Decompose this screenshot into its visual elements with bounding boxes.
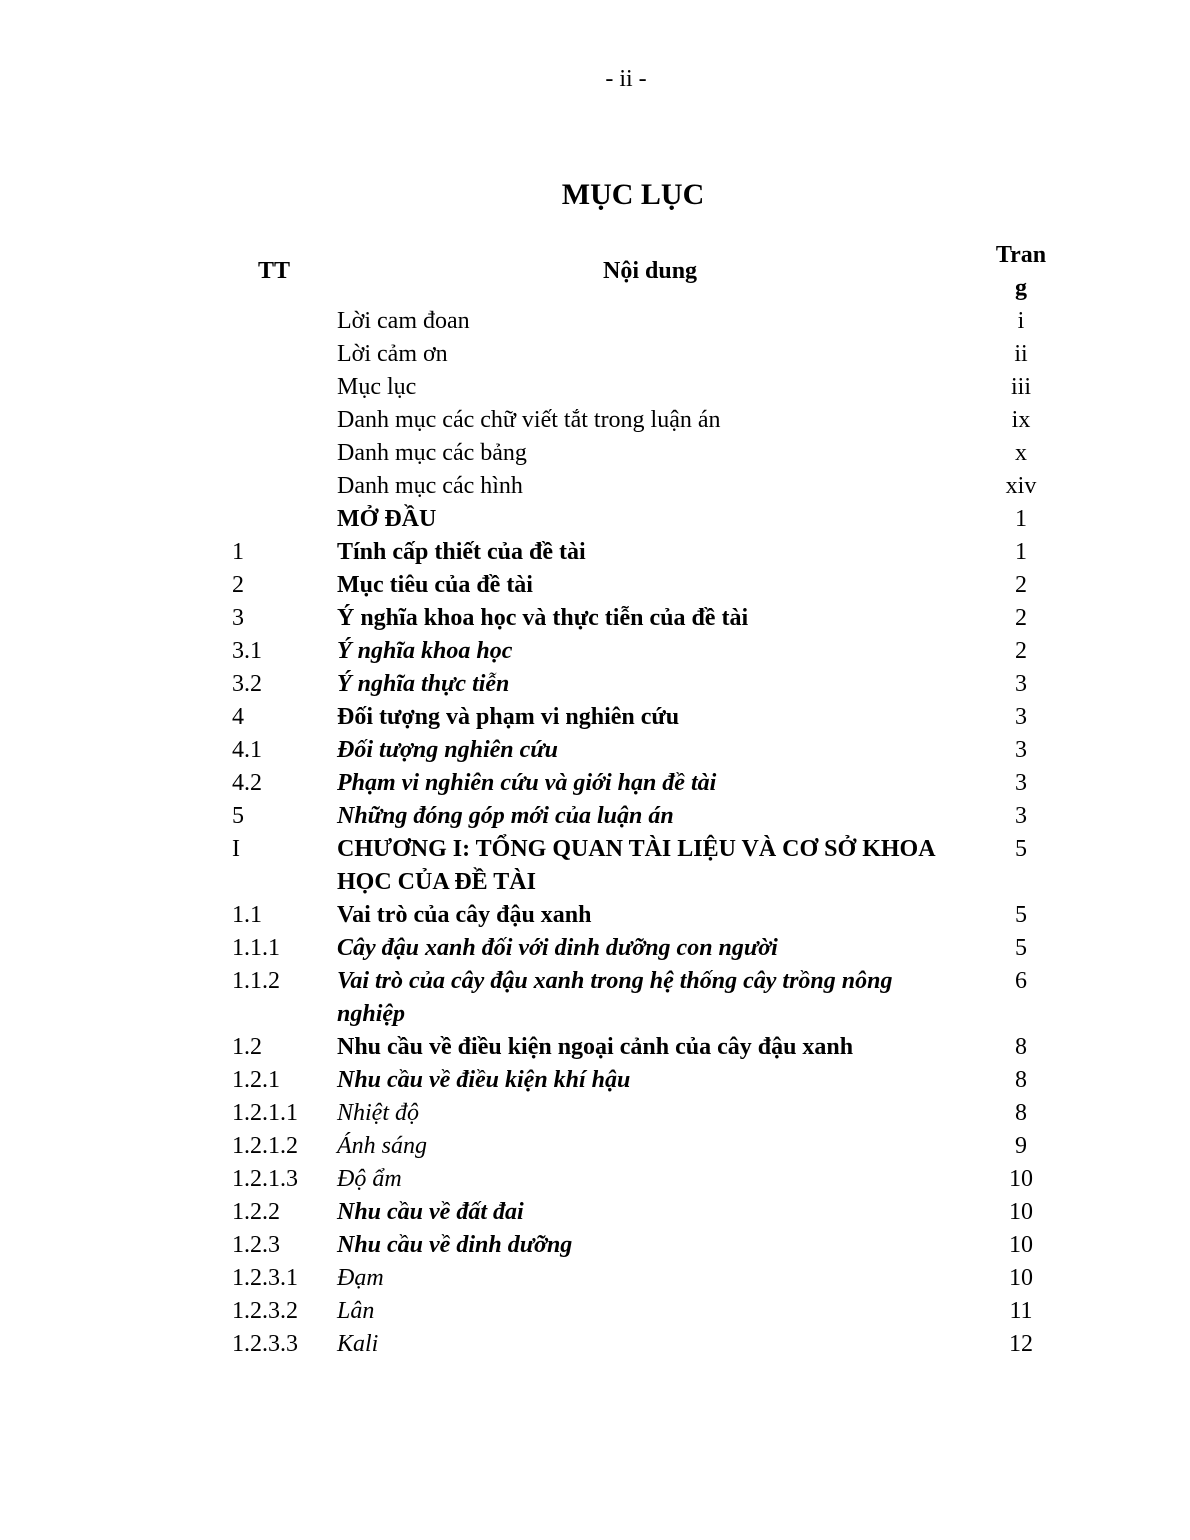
toc-entry-page: 1 (1015, 539, 1027, 565)
toc-entry-page: ix (1011, 407, 1031, 433)
toc-entry-page: 8 (1015, 1067, 1027, 1093)
toc-entry (0, 1031, 1190, 1064)
toc-entry-title: Ánh sáng (337, 1133, 427, 1159)
toc-entry (0, 932, 1190, 965)
toc-entry (0, 767, 1190, 800)
header-tt: TT (258, 258, 291, 284)
toc-entry-title: Nhiệt độ (337, 1100, 419, 1126)
toc-entry-title: Ý nghĩa thực tiễn (337, 671, 510, 697)
toc-entry-number: 1.2.1 (232, 1067, 280, 1093)
toc-entry-number: 1.2.1.3 (232, 1166, 298, 1192)
toc-entry-number: 4.1 (232, 737, 262, 763)
toc-entry-number: 1.2.3.1 (232, 1265, 298, 1291)
toc-entry-page: 11 (1009, 1298, 1033, 1324)
toc-entry-page: 10 (1009, 1166, 1033, 1192)
toc-entry-title: Đối tượng nghiên cứu (337, 737, 559, 763)
toc-entry-page: xiv (1005, 473, 1037, 499)
toc-entry-page: 9 (1015, 1133, 1027, 1159)
toc-entry-title: Lời cam đoan (337, 308, 470, 334)
toc-entry-page: i (1017, 308, 1025, 334)
toc-entry-page: ii (1014, 341, 1028, 367)
toc-entry-title: Ý nghĩa khoa học (337, 638, 513, 664)
toc-entry (0, 503, 1190, 536)
page-title: MỤC LỤC (561, 178, 705, 211)
toc-entry-number: 1.2.2 (232, 1199, 280, 1225)
toc-entry-number: 1.1 (232, 902, 262, 928)
toc-entry-number: 1.2.3 (232, 1232, 280, 1258)
header-page (985, 239, 1057, 305)
toc-entry-title: Nhu cầu về điều kiện ngoại cảnh của cây đậu xanh (337, 1034, 854, 1060)
toc-entry (0, 701, 1190, 734)
toc-entry-title: Cây đậu xanh đối với dinh dưỡng con người (337, 935, 778, 961)
toc-entry-page: iii (1010, 374, 1031, 400)
toc-entry-title: Độ ẩm (337, 1166, 402, 1192)
toc-entry-page: 5 (1015, 935, 1027, 961)
toc-entry-title: CHƯƠNG I: TỔNG QUAN TÀI LIỆU VÀ CƠ SỞ KHOA HỌC CỦA ĐỀ TÀI (337, 836, 935, 895)
page-number: - ii - (605, 66, 647, 92)
toc-entry (0, 437, 1190, 470)
toc-entry-page: 8 (1015, 1034, 1027, 1060)
toc-entry (0, 1163, 1190, 1196)
toc-entry (0, 470, 1190, 503)
toc-entry-title: Lân (337, 1298, 375, 1324)
toc-entry (0, 1064, 1190, 1097)
toc-entry (0, 404, 1190, 437)
toc-entry-number: 3.1 (232, 638, 262, 664)
toc-entry-number: 1.1.2 (232, 968, 280, 994)
toc-entry-number: 3 (232, 605, 244, 631)
toc-entry-page: 10 (1009, 1232, 1033, 1258)
header-content: Nội dung (603, 258, 698, 284)
toc-entry-number: 4 (232, 704, 244, 730)
toc-entry-title: Kali (337, 1331, 379, 1357)
toc-entry-number: 1.2.1.2 (232, 1133, 298, 1159)
toc-entry-title: Danh mục các bảng (337, 440, 527, 466)
header-page-line1: Tran (995, 242, 1047, 268)
toc-entry (0, 734, 1190, 767)
toc-entry-title: Ý nghĩa khoa học và thực tiễn của đề tài (337, 605, 749, 631)
toc-entry-page: 12 (1009, 1331, 1033, 1357)
toc-entry-page: 3 (1015, 803, 1027, 829)
toc-entry (0, 833, 1190, 899)
toc-entry-number: 1.2.1.1 (232, 1100, 298, 1126)
toc-entry-number: 1.1.1 (232, 935, 280, 961)
toc-entry (0, 536, 1190, 569)
toc-entry-title: Mục tiêu của đề tài (337, 572, 533, 598)
toc-entry-page: 5 (1015, 836, 1027, 862)
toc-entry-title: Vai trò của cây đậu xanh trong hệ thống cây trồng nông nghiệp (337, 968, 893, 1027)
toc-entry-page: 2 (1015, 638, 1027, 664)
toc-entry-title: Lời cảm ơn (337, 341, 448, 367)
header-page-line2: g (1015, 275, 1027, 301)
toc-entry-number: 2 (232, 572, 244, 598)
toc-entry-number: 3.2 (232, 671, 262, 697)
toc-entry (0, 635, 1190, 668)
toc-entry-title: Nhu cầu về điều kiện khí hậu (337, 1067, 631, 1093)
toc-entry (0, 338, 1190, 371)
toc-entry-page: 6 (1015, 968, 1027, 994)
toc-entry (0, 1196, 1190, 1229)
toc-entry-title: Nhu cầu về đất đai (337, 1199, 524, 1225)
toc-entry-page: 10 (1009, 1199, 1033, 1225)
toc-entry-page: 10 (1009, 1265, 1033, 1291)
toc-entry (0, 569, 1190, 602)
toc-entry-title: MỞ ĐẦU (337, 506, 437, 532)
toc-entry-page: 2 (1015, 572, 1027, 598)
toc-entry-number: 1.2.3.2 (232, 1298, 298, 1324)
toc-entry-page: 2 (1015, 605, 1027, 631)
toc-entry-number: 1.2.3.3 (232, 1331, 298, 1357)
toc-entry (0, 800, 1190, 833)
toc-entry (0, 1295, 1190, 1328)
toc-entry-number: 4.2 (232, 770, 262, 796)
toc-entry-title: Đạm (337, 1265, 384, 1291)
toc-entry (0, 1229, 1190, 1262)
toc-entry-title: Đối tượng và phạm vi nghiên cứu (337, 704, 680, 730)
toc-entry-title: Phạm vi nghiên cứu và giới hạn đề tài (337, 770, 717, 796)
toc-entry-title: Nhu cầu về dinh dưỡng (337, 1232, 573, 1258)
toc-entry-title: Danh mục các chữ viết tắt trong luận án (337, 407, 721, 433)
toc-entry (0, 371, 1190, 404)
toc-entry (0, 1130, 1190, 1163)
toc-entry (0, 668, 1190, 701)
toc-entry-title: Những đóng góp mới của luận án (337, 803, 674, 829)
toc-entry-page: 8 (1015, 1100, 1027, 1126)
toc-entry (0, 1097, 1190, 1130)
toc-entry (0, 305, 1190, 338)
toc-entry-page: 3 (1015, 704, 1027, 730)
toc-entry-number: 1 (232, 539, 244, 565)
toc-entry-title: Danh mục các hình (337, 473, 523, 499)
toc-entry-page: 3 (1015, 737, 1027, 763)
toc-entry (0, 1328, 1190, 1361)
toc-entry (0, 965, 1190, 1031)
toc-entry-number: I (232, 836, 240, 862)
toc-entry (0, 1262, 1190, 1295)
toc-entry-number: 5 (232, 803, 244, 829)
toc-entry-title: Vai trò của cây đậu xanh (337, 902, 592, 928)
toc-entry-page: 1 (1015, 506, 1027, 532)
toc-entry-number: 1.2 (232, 1034, 262, 1060)
table-of-contents (0, 305, 1190, 1361)
toc-entry (0, 602, 1190, 635)
toc-entry-page: 3 (1015, 770, 1027, 796)
toc-entry-page: 5 (1015, 902, 1027, 928)
toc-entry-page: x (1015, 440, 1027, 466)
toc-entry (0, 899, 1190, 932)
toc-entry-page: 3 (1015, 671, 1027, 697)
toc-entry-title: Tính cấp thiết của đề tài (337, 539, 586, 565)
toc-entry-title: Mục lục (337, 374, 417, 400)
